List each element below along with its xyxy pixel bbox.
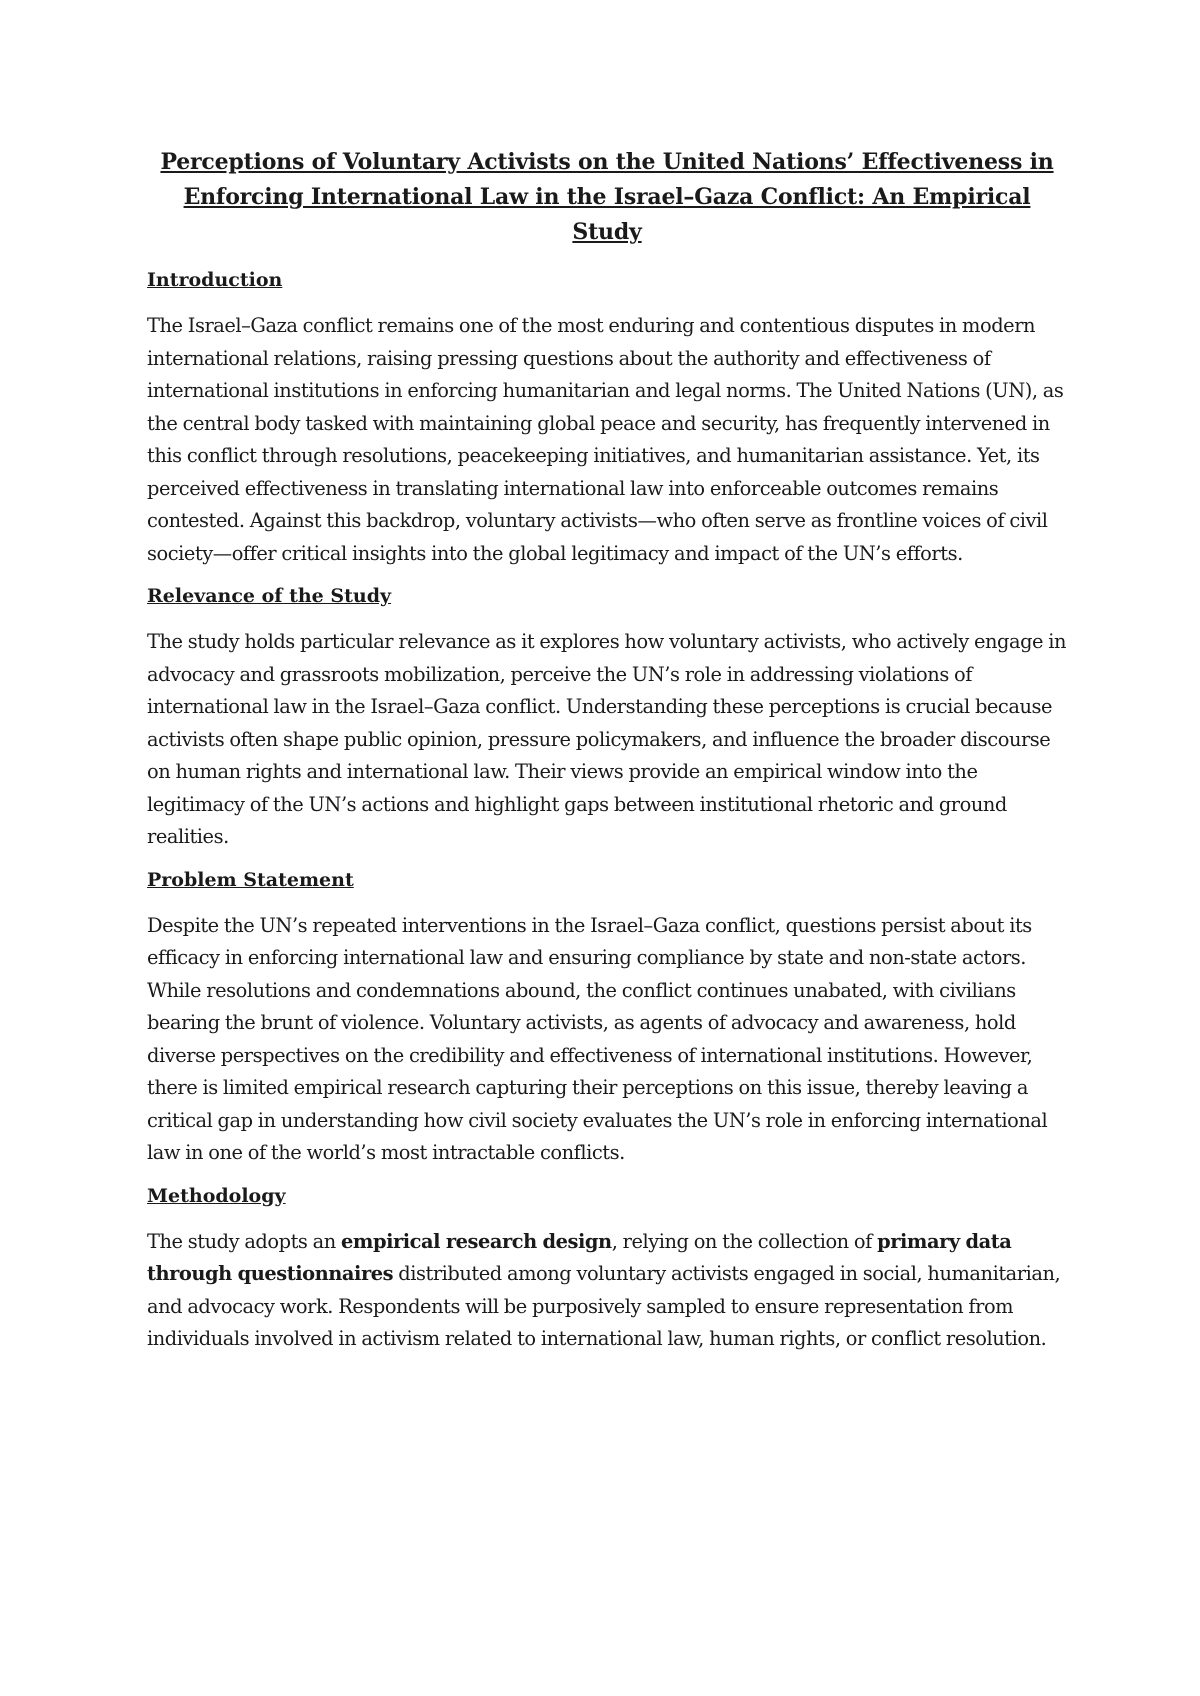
paragraph-methodology: [147, 1226, 1067, 1356]
methodology-bold-research-design: empirical research design: [341, 1229, 612, 1253]
paragraph-relevance: The study holds particular relevance as it explores how voluntary activists, who actively engage in advocacy and grassroots mobilization, perceive the UN’s role in addressing violations of international law in the Israel–Gaza conflict. Understanding these perceptions is crucial because activists often shape public opinion, pressure policymakers, and influence the broader discourse on human rights and international law. Their views provide an empirical window into the legitimacy of the UN’s actions and highlight gaps between institutional rhetoric and ground realities.: [147, 630, 1067, 848]
document-title: Perceptions of Voluntary Activists on the United Nations’ Effectiveness in Enforcing International Law in the Israel–Gaza Conflict: An Empirical Study: [160, 149, 1054, 245]
heading-relevance: Relevance of the Study: [147, 585, 392, 607]
document-body: [147, 145, 1067, 1368]
paragraph-problem-statement: Despite the UN’s repeated interventions in the Israel–Gaza conflict, questions persist about its efficacy in enforcing international law and ensuring compliance by state and non-state actors. While resolutions and condemnations abound, the conflict continues unabated, with civilians bearing the brunt of violence. Voluntary activists, as agents of advocacy and awareness, hold diverse perspectives on the credibility and effectiveness of international institutions. However, there is limited empirical research capturing their perceptions on this issue, thereby leaving a critical gap in understanding how civil society evaluates the UN’s role in enforcing international law in one of the world’s most intractable conflicts.: [147, 913, 1048, 1164]
methodology-text-1: The study adopts an: [147, 1229, 342, 1253]
heading-problem-statement: Problem Statement: [147, 868, 354, 891]
methodology-bold-primary-data: primary data through questionnaires: [147, 1229, 1012, 1285]
paragraph-introduction: The Israel–Gaza conflict remains one of the most enduring and contentious disputes in modern international relations, raising pressing questions about the authority and effectiveness of international institutions in enforcing humanitarian and legal norms. The United Nations (UN), as the central body tasked with maintaining global peace and security, has frequently intervened in this conflict through resolutions, peacekeeping initiatives, and humanitarian assistance. Yet, its perceived effectiveness in translating international law into enforceable outcomes remains contested. Against this backdrop, voluntary activists—who often serve as frontline voices of civil society—offer critical insights into the global legitimacy and impact of the UN’s efforts.: [147, 314, 1064, 565]
methodology-text-2: , relying on the collection of: [611, 1229, 878, 1253]
heading-methodology: Methodology: [147, 1184, 286, 1207]
heading-introduction: Introduction: [147, 269, 283, 291]
methodology-text-3: distributed among voluntary activists engaged in social, humanitarian, and advocacy work. Respondents will be purposively sampled to ensure representation from individuals involved in activism related to international law, human rights, or conflict resolution.: [147, 1262, 1061, 1350]
